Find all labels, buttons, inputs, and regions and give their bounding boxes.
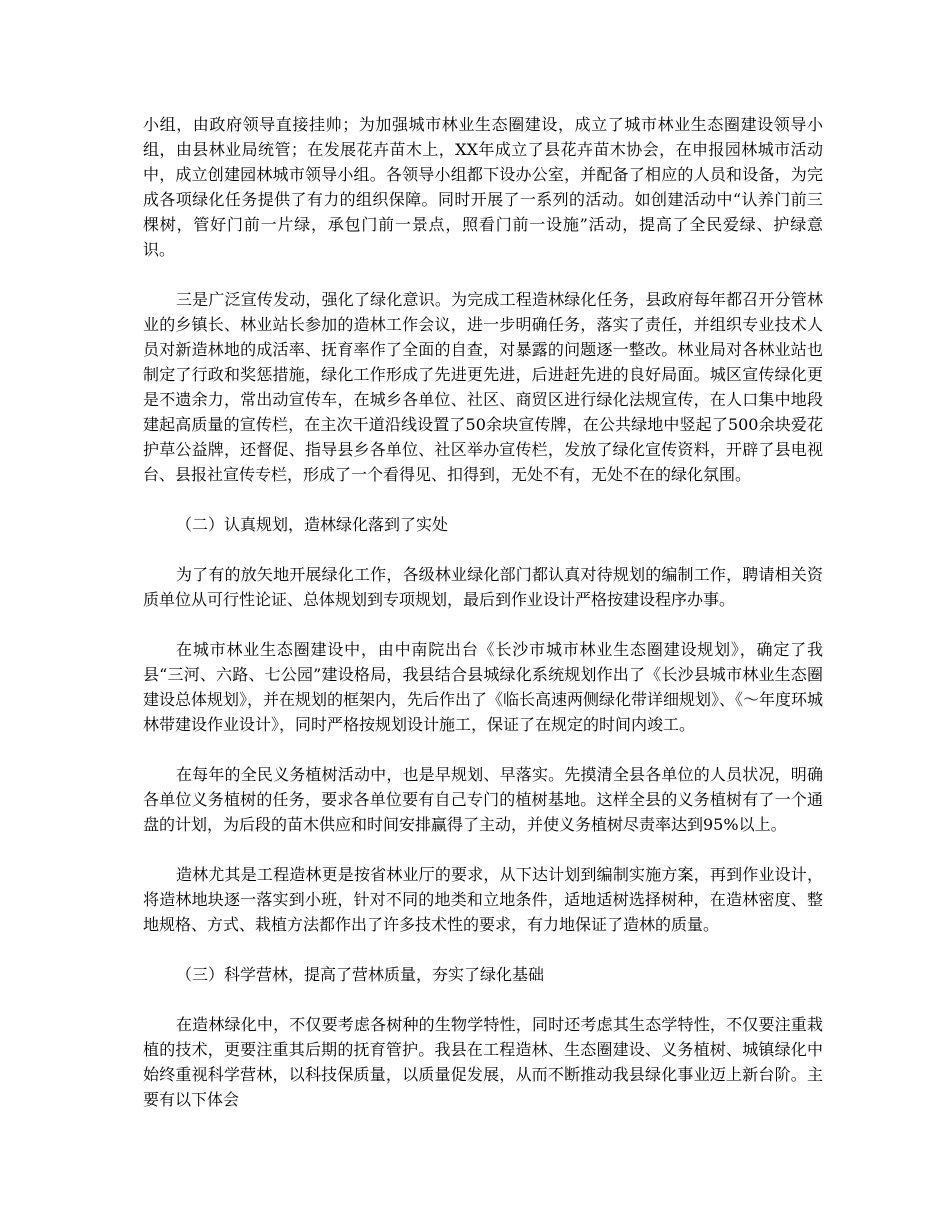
section-heading-planning: （二）认真规划，造林绿化落到了实处 [176, 515, 449, 534]
document-page [143, 112, 823, 1137]
paragraph-publicity: 三是广泛宣传发动，强化了绿化意识。为完成工程造林绿化任务，县政府每年都召开分管林业的乡镇长、林业站长参加的造林工作会议，进一步明确任务，落实了责任，并组织专业技术人员对新造林地的成活率、抚育率作了全面的自查，对暴露的问题逐一整改。林业局对各林业站也制定了行政和奖惩措施，绿化工作形成了先进更先进，后进赶先进的良好局面。城区宣传绿化更是不遗余力，常出动宣传车，在城乡各单位、社区、商贸区进行绿化法规宣传，在人口集中地段建起高质量的宣传栏，在主次干道沿线设置了50余块宣传牌，在公共绿地中竖起了500余块爱花护草公益牌，还督促、指导县乡各单位、社区举办宣传栏，发放了绿化宣传资料，开辟了县电视台、县报社宣传专栏，形成了一个看得见、扣得到，无处不有，无处不在的绿化氛围。 [143, 290, 823, 484]
paragraph-engineering-afforestation: 造林尤其是工程造林更是按省林业厅的要求，从下达计划到编制实施方案，再到作业设计，将造林地块逐一落实到小班，针对不同的地类和立地条件，适地适树选择树种，在造林密度、整地规格、方式、栽植方法都作出了许多技术性的要求，有力地保证了造林的质量。 [143, 865, 823, 934]
paragraph-ecological-circle: 在城市林业生态圈建设中，由中南院出台《长沙市城市林业生态圈建设规划》，确定了我县“三河、六路、七公园”建设格局，我县结合县城绿化系统规划作出了《长沙县城市林业生态圈建设总体规划》，并在规划的框架内，先后作出了《临长高速两侧绿化带详细规划》、《～年度环城林带建设作业设计》，同时严格按规划设计施工，保证了在规定的时间内竣工。 [143, 640, 824, 734]
paragraph-tree-planting: 在每年的全民义务植树活动中，也是早规划、早落实。先摸清全县各单位的人员状况，明确各单位义务植树的任务，要求各单位要有自己专门的植树基地。这样全县的义务植树有了一个通盘的计划，为后段的苗木供应和时间安排赢得了主动，并使义务植树尽责率达到95%以上。 [143, 765, 823, 834]
section-heading-scientific-forestry: （三）科学营林，提高了营林质量，夯实了绿化基础 [176, 965, 545, 984]
paragraph-scientific-forestry: 在造林绿化中，不仅要考虑各树种的生物学特性，同时还考虑其生态学特性，不仅要注重栽植的技术，更要注重其后期的抚育管护。我县在工程造林、生态圈建设、义务植树、城镇绿化中始终重视科学营林，以科技保质量，以质量促发展，从而不断推动我县绿化事业迈上新台阶。主要有以下体会 [143, 1015, 823, 1109]
paragraph-planning-intro: 为了有的放矢地开展绿化工作，各级林业绿化部门都认真对待规划的编制工作，聘请相关资质单位从可行性论证、总体规划到专项规划，最后到作业设计严格按建设程序办事。 [143, 565, 823, 609]
paragraph-continued-leadership: 小组，由政府领导直接挂帅；为加强城市林业生态圈建设，成立了城市林业生态圈建设领导小组，由县林业局统管；在发展花卉苗木上，XX年成立了县花卉苗木协会，在申报园林城市活动中，成立创建园林城市领导小组。各领导小组都下设办公室，并配备了相应的人员和设备，为完成各项绿化任务提供了有力的组织保障。同时开展了一系列的活动。如创建活动中“认养门前三棵树，管好门前一片绿，承包门前一景点，照看门前一设施”活动，提高了全民爱绿、护绿意识。 [143, 115, 823, 259]
